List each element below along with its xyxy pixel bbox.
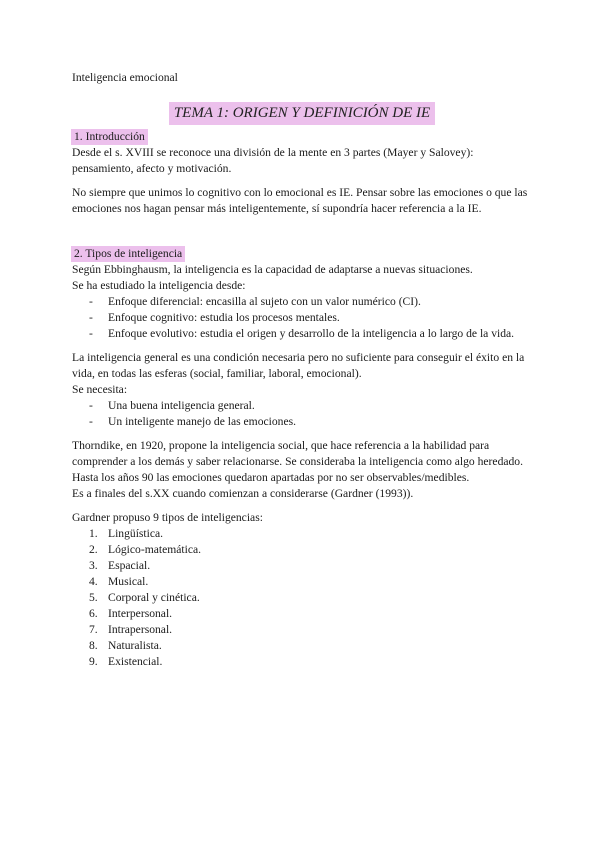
list-item: - Enfoque evolutivo: estudia el origen y desarrollo de la inteligencia a lo largo de la vida. xyxy=(72,326,532,342)
list-item: - Una buena inteligencia general. xyxy=(72,398,532,414)
list-item xyxy=(72,606,532,622)
list-label: Naturalista. xyxy=(108,639,162,652)
list-item xyxy=(72,574,532,590)
section-spacer xyxy=(72,225,532,246)
general-intelligence-paragraph: La inteligencia general es una condición necesaria pero no suficiente para conseguir el éxito en la vida, en todas las esferas (social, familiar, laboral, emocional). xyxy=(72,351,525,380)
list-label: Intrapersonal. xyxy=(108,623,173,636)
list-item xyxy=(72,638,532,654)
list-item: - Enfoque cognitivo: estudia los procesos mentales. xyxy=(72,310,532,326)
list-item xyxy=(72,654,532,670)
title-block xyxy=(72,102,532,125)
section-heading-1: 1. Introducción xyxy=(71,129,148,145)
list-number: 5. xyxy=(89,591,98,604)
list-item xyxy=(72,542,532,558)
needs-label: Se necesita: xyxy=(72,383,128,396)
list-item xyxy=(72,558,532,574)
intro-paragraph-1: Desde el s. XVIII se reconoce una división de la mente en 3 partes (Mayer y Salovey): pensamiento, afecto y motivación. xyxy=(72,146,474,175)
list-label: Lógico-matemática. xyxy=(108,543,202,556)
section-heading-2: 2. Tipos de inteligencia xyxy=(71,246,185,262)
list-number: 6. xyxy=(89,607,98,620)
needs-list xyxy=(72,398,532,430)
list-number: 4. xyxy=(89,575,98,588)
ebbinghaus-paragraph: Según Ebbinghausm, la inteligencia es la capacidad de adaptarse a nuevas situaciones. xyxy=(72,263,473,276)
list-item xyxy=(72,622,532,638)
list-number: 1. xyxy=(89,527,98,540)
page-title: TEMA 1: ORIGEN Y DEFINICIÓN DE IE xyxy=(169,102,435,125)
list-number: 9. xyxy=(89,655,98,668)
studied-from-paragraph: Se ha estudiado la inteligencia desde: xyxy=(72,279,246,292)
document-page xyxy=(72,70,532,670)
list-number: 8. xyxy=(89,639,98,652)
list-label: Espacial. xyxy=(108,559,151,572)
list-number: 3. xyxy=(89,559,98,572)
list-label: Corporal y cinética. xyxy=(108,591,200,604)
list-label: Existencial. xyxy=(108,655,163,668)
thorndike-paragraph: Thorndike, en 1920, propone la inteligencia social, que hace referencia a la habilidad para comprender a los demás y saber relacionarse. Se consideraba la inteligencia como algo heredado. xyxy=(72,439,524,468)
intro-paragraph-2: No siempre que unimos lo cognitivo con lo emocional es IE. Pensar sobre las emociones o que las emociones nos hagan pensar más inteligentemente, sí supondría hacer referencia a la IE. xyxy=(72,186,528,215)
list-label: Lingüística. xyxy=(108,527,164,540)
list-item: - Enfoque diferencial: encasilla al sujeto con un valor numérico (CI). xyxy=(72,294,532,310)
nineties-paragraph: Hasta los años 90 las emociones quedaron apartadas por no ser observables/medibles. xyxy=(72,471,470,484)
gardner-list xyxy=(72,526,532,670)
late-xx-paragraph: Es a finales del s.XX cuando comienzan a considerarse (Gardner (1993)). xyxy=(72,487,414,500)
list-item xyxy=(72,590,532,606)
list-number: 2. xyxy=(89,543,98,556)
section-tipos xyxy=(72,246,532,670)
gardner-intro: Gardner propuso 9 tipos de inteligencias: xyxy=(72,511,263,524)
list-label: Interpersonal. xyxy=(108,607,173,620)
document-header: Inteligencia emocional xyxy=(72,71,178,84)
list-number: 7. xyxy=(89,623,98,636)
approaches-list xyxy=(72,294,532,342)
section-introduccion xyxy=(72,129,532,217)
list-label: Musical. xyxy=(108,575,149,588)
list-item: - Un inteligente manejo de las emociones. xyxy=(72,414,532,430)
list-item xyxy=(72,526,532,542)
